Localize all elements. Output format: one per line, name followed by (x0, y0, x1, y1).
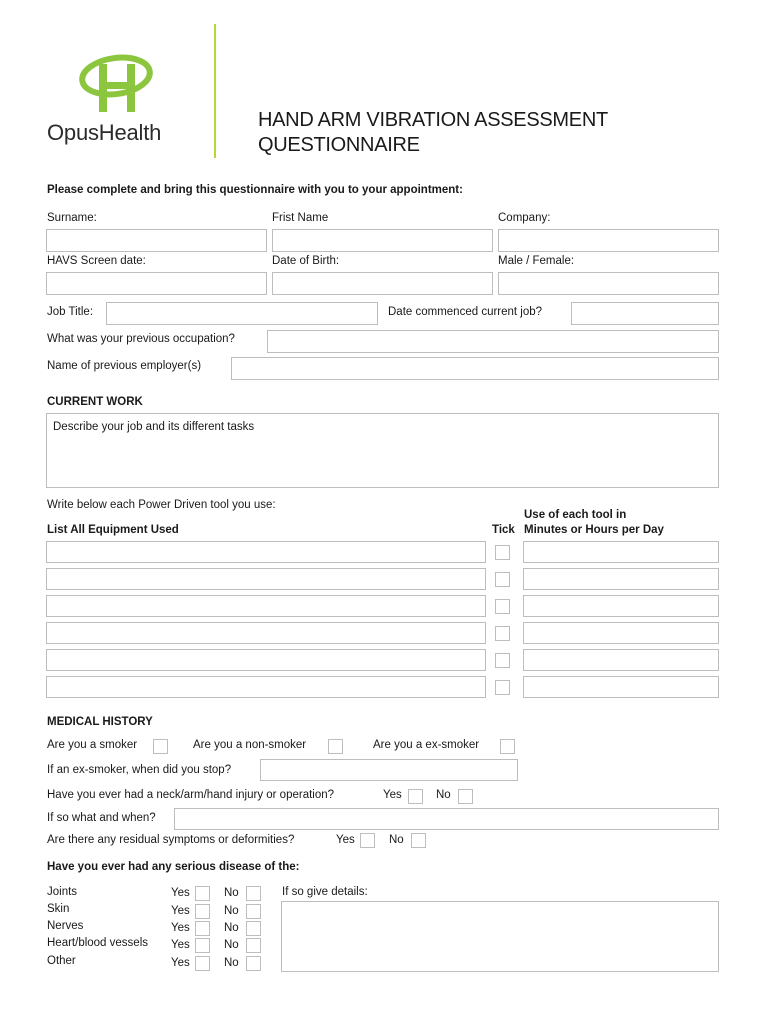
usage-field-3[interactable] (523, 595, 719, 617)
previous-employer-label: Name of previous employer(s) (47, 360, 202, 372)
skin-no-checkbox[interactable] (246, 904, 261, 919)
gender-field[interactable] (498, 272, 719, 295)
equipment-tick-6[interactable] (495, 680, 510, 695)
disease-details-field[interactable] (281, 901, 719, 972)
dob-field[interactable] (272, 272, 493, 295)
nerves-yes-checkbox[interactable] (195, 921, 210, 936)
previous-occupation-field[interactable] (267, 330, 719, 353)
surname-label: Surname: (47, 212, 97, 224)
intro-text: Please complete and bring this questionnaire with you to your appointment: (47, 184, 463, 196)
brand-name: OpusHealth (47, 120, 162, 145)
equipment-field-1[interactable] (46, 541, 486, 563)
equipment-field-6[interactable] (46, 676, 486, 698)
company-label: Company: (498, 212, 551, 224)
usage-field-1[interactable] (523, 541, 719, 563)
page-title (258, 108, 608, 158)
smoker-label: Are you a smoker (47, 739, 138, 751)
disease-label-other: Other (47, 955, 76, 967)
joints-yes-label: Yes (171, 887, 190, 899)
skin-no-label: No (224, 905, 239, 917)
details-label: If so give details: (282, 886, 368, 898)
heart-yes-checkbox[interactable] (195, 938, 210, 953)
equipment-tick-1[interactable] (495, 545, 510, 560)
dob-label: Date of Birth: (272, 255, 340, 267)
injury-question-label: Have you ever had a neck/arm/hand injury or operation? (47, 789, 335, 801)
non-smoker-checkbox[interactable] (328, 739, 343, 754)
nerves-no-label: No (224, 922, 239, 934)
other-no-checkbox[interactable] (246, 956, 261, 971)
title-line-1: HAND ARM VIBRATION ASSESSMENT (258, 109, 608, 131)
equipment-field-2[interactable] (46, 568, 486, 590)
heart-no-label: No (224, 939, 239, 951)
heart-yes-label: Yes (171, 939, 190, 951)
ex-smoker-stop-field[interactable] (260, 759, 518, 781)
company-field[interactable] (498, 229, 719, 252)
usage-header-line-2: Minutes or Hours per Day (524, 524, 664, 536)
skin-yes-label: Yes (171, 905, 190, 917)
disease-label-skin: Skin (47, 903, 70, 915)
first-name-label: Frist Name (272, 212, 329, 224)
disease-label-heart: Heart/blood vessels (47, 937, 148, 949)
what-when-field[interactable] (174, 808, 719, 830)
havs-date-field[interactable] (46, 272, 267, 295)
current-work-heading: CURRENT WORK (47, 396, 143, 408)
joints-no-checkbox[interactable] (246, 886, 261, 901)
residual-question-label: Are there any residual symptoms or deformities? (47, 834, 295, 846)
job-title-label: Job Title: (47, 306, 94, 318)
havs-date-label: HAVS Screen date: (47, 255, 146, 267)
equipment-tick-4[interactable] (495, 626, 510, 641)
smoker-checkbox[interactable] (153, 739, 168, 754)
equipment-field-4[interactable] (46, 622, 486, 644)
residual-yes-label: Yes (336, 834, 355, 846)
joints-yes-checkbox[interactable] (195, 886, 210, 901)
other-yes-checkbox[interactable] (195, 956, 210, 971)
injury-yes-label: Yes (383, 789, 402, 801)
disease-label-nerves: Nerves (47, 920, 84, 932)
injury-no-checkbox[interactable] (458, 789, 473, 804)
tick-header: Tick (492, 524, 515, 536)
usage-header-line-1: Use of each tool in (524, 509, 627, 521)
gender-label: Male / Female: (498, 255, 575, 267)
surname-field[interactable] (46, 229, 267, 252)
non-smoker-label: Are you a non-smoker (193, 739, 307, 751)
disease-heading: Have you ever had any serious disease of the: (47, 861, 300, 873)
medical-history-heading: MEDICAL HISTORY (47, 716, 153, 728)
equipment-tick-5[interactable] (495, 653, 510, 668)
ex-smoker-label: Are you a ex-smoker (373, 739, 480, 751)
equipment-field-3[interactable] (46, 595, 486, 617)
ex-smoker-checkbox[interactable] (500, 739, 515, 754)
job-title-field[interactable] (106, 302, 378, 325)
what-when-label: If so what and when? (47, 812, 156, 824)
previous-occupation-label: What was your previous occupation? (47, 333, 235, 345)
usage-header (524, 508, 664, 538)
heart-no-checkbox[interactable] (246, 938, 261, 953)
usage-field-2[interactable] (523, 568, 719, 590)
usage-field-4[interactable] (523, 622, 719, 644)
residual-no-checkbox[interactable] (411, 833, 426, 848)
other-yes-label: Yes (171, 957, 190, 969)
nerves-no-checkbox[interactable] (246, 921, 261, 936)
usage-field-5[interactable] (523, 649, 719, 671)
first-name-field[interactable] (272, 229, 493, 252)
previous-employer-field[interactable] (231, 357, 719, 380)
equipment-list-header: List All Equipment Used (47, 524, 179, 536)
equipment-field-5[interactable] (46, 649, 486, 671)
injury-no-label: No (436, 789, 451, 801)
injury-yes-checkbox[interactable] (408, 789, 423, 804)
equipment-intro: Write below each Power Driven tool you use: (47, 499, 276, 511)
joints-no-label: No (224, 887, 239, 899)
equipment-tick-2[interactable] (495, 572, 510, 587)
title-line-2: QUESTIONNAIRE (258, 134, 420, 156)
disease-label-joints: Joints (47, 886, 78, 898)
usage-field-6[interactable] (523, 676, 719, 698)
header-divider (214, 24, 216, 158)
residual-yes-checkbox[interactable] (360, 833, 375, 848)
equipment-tick-3[interactable] (495, 599, 510, 614)
other-no-label: No (224, 957, 239, 969)
skin-yes-checkbox[interactable] (195, 904, 210, 919)
job-description-field[interactable] (46, 413, 719, 488)
opushealth-logo-icon (66, 54, 176, 116)
nerves-yes-label: Yes (171, 922, 190, 934)
residual-no-label: No (389, 834, 404, 846)
date-commenced-label: Date commenced current job? (388, 306, 543, 318)
ex-smoker-stop-label: If an ex-smoker, when did you stop? (47, 764, 232, 776)
job-description-prompt: Describe your job and its different tasks (53, 421, 255, 433)
date-commenced-field[interactable] (571, 302, 719, 325)
